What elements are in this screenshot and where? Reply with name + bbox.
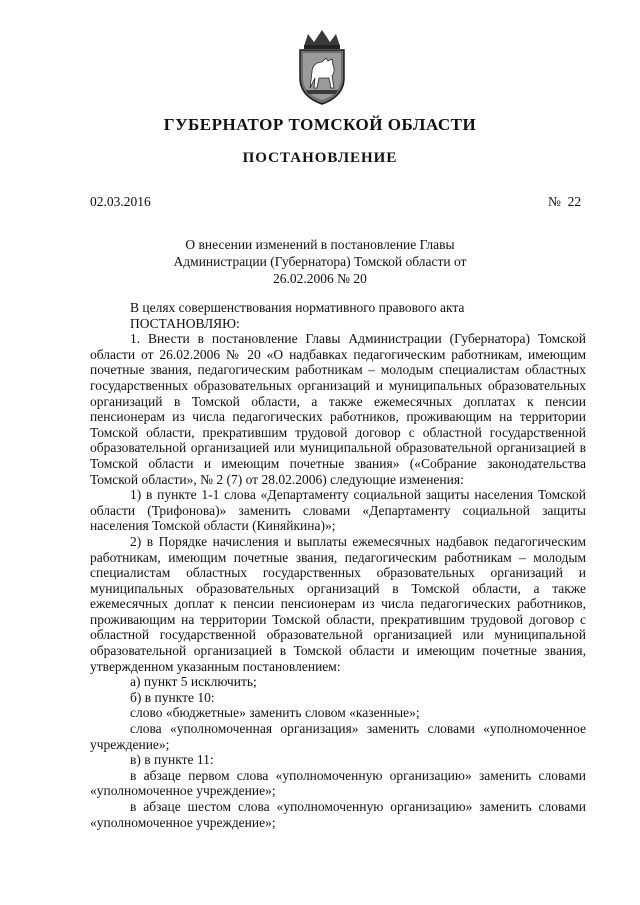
document-date: 02.03.2016 <box>90 194 151 209</box>
item-1: 1) в пункте 1-1 слова «Департаменту социальной защиты населения Томской области (Трифонова)» заменить словами «Департаменту социальной защиты населения Томской области (Киняйкина)»; <box>90 487 586 534</box>
resolution-word: ПОСТАНОВЛЯЮ: <box>130 315 240 331</box>
item-2c-line-2: в абзаце шестом слова «уполномоченную организацию» заменить словами «уполномоченное учреждение»; <box>90 799 586 830</box>
item-2b-line-1: слово «бюджетные» заменить словом «казенные»; <box>130 705 420 721</box>
paragraph-1: 1. Внести в постановление Главы Администрации (Губернатора) Томской области от 26.02.2006 № 20 «О надбавках педагогическим работникам, имеющим почетные звания, педагогическим работникам – молодым специалистам областных государственных образовательных организаций и муниципальных образовательных организаций в Томской области, а также ежемесячных доплатах к пенсии пенсионерам из числа педагогических работников, проживающим на территории Томской области, прекратившим трудовой договор с областной государственной образовательной организацией или муниципальной образовательной организацией в Томской области и имеющим почетные звания» («Собрание законодательства Томской области», № 2 (7) от 28.02.2006) следующие изменения: <box>90 331 586 487</box>
tomsk-coat-of-arms-icon <box>292 28 352 106</box>
item-2b: б) в пункте 10: <box>130 689 215 705</box>
document-number: № 22 <box>548 194 582 209</box>
document-type: ПОСТАНОВЛЕНИЕ <box>242 150 398 166</box>
issuer-title: ГУБЕРНАТОР ТОМСКОЙ ОБЛАСТИ <box>163 115 477 134</box>
item-2c-line-1: в абзаце первом слова «уполномоченную организацию» заменить словами «уполномоченное учреждение»; <box>90 767 586 799</box>
item-2b-line-2: слова «уполномоченная организация» заменить словами «уполномоченное учреждение»; <box>90 721 586 752</box>
item-2: 2) в Порядке начисления и выплаты ежемесячных надбавок педагогическим работникам, имеющим почетные звания, педагогическим работникам – молодым специалистам областных государственных образовательных организаций и муниципальных образовательных организаций в Томской области, а также ежемесячных доплат к пенсии пенсионерам из числа педагогических работников, проживающим на территории Томской области, прекратившим трудовой договор с областной государственной образовательной организацией или муниципальной образовательной организацией в Томской области и имеющим почетные звания, утвержденном указанным постановлением: <box>90 533 586 674</box>
item-2a: а) пункт 5 исключить; <box>130 674 257 690</box>
document-body <box>90 300 586 830</box>
item-2c: в) в пункте 11: <box>130 752 214 768</box>
preamble: В целях совершенствования нормативного правового акта <box>130 300 465 315</box>
document-subject: О внесении изменений в постановление Главы Администрации (Губернатора) Томской области от 26.02.2006 № 20 <box>173 237 467 286</box>
